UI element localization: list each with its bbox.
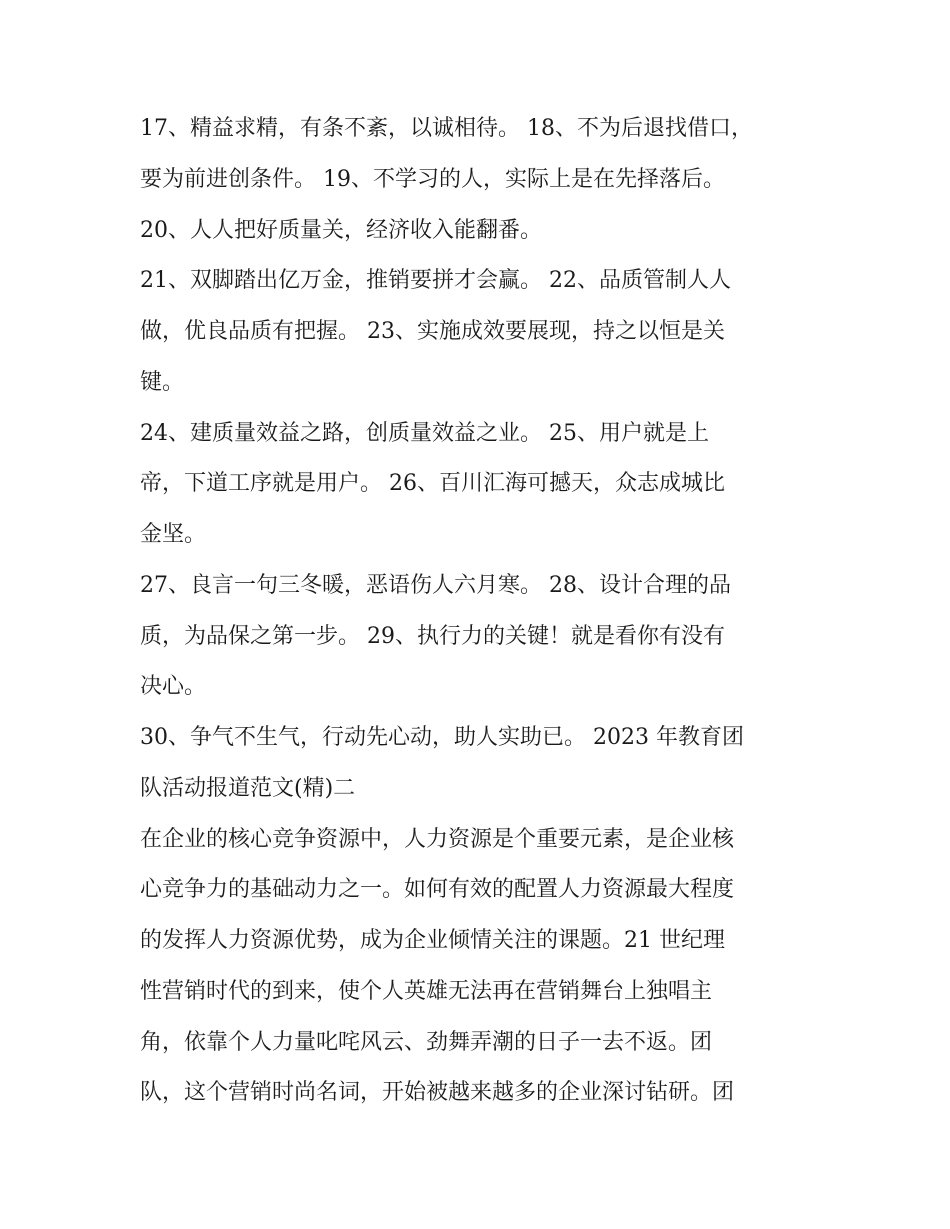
text-line: 在企业的核心竞争资源中，人力资源是个重要元素，是企业核 <box>140 827 735 852</box>
text-line: 决心。 <box>140 674 207 699</box>
text-line: 金坚。 <box>140 522 207 547</box>
text-line: 质，为品保之第一步。 29、执行力的关键！就是看你有没有 <box>140 624 725 649</box>
text-line: 要为前进创条件。 19、不学习的人，实际上是在先择落后。 <box>140 167 725 192</box>
text-line: 帝，下道工序就是用户。 26、百川汇海可撼天，众志成城比 <box>140 471 725 496</box>
text-line: 20、人人把好质量关，经济收入能翻番。 <box>140 218 542 243</box>
text-line: 性营销时代的到来，使个人英雄无法再在营销舞台上独唱主 <box>140 979 713 1004</box>
text-line: 队，这个营销时尚名词，开始被越来越多的企业深讨钻研。团 <box>140 1080 735 1105</box>
text-line: 30、争气不生气，行动先心动，助人实助已。 2023 年教育团 <box>140 725 744 750</box>
text-line: 24、建质量效益之路，创质量效益之业。 25、用户就是上 <box>140 421 709 446</box>
text-line: 21、双脚踏出亿万金，推销要拼才会赢。 22、品质管制人人 <box>140 268 731 293</box>
text-line: 角，依靠个人力量叱咤风云、劲舞弄潮的日子一去不返。团 <box>140 1030 713 1055</box>
text-line: 的发挥人力资源优势，成为企业倾情关注的课题。21 世纪理 <box>140 928 725 953</box>
text-line: 心竞争力的基础动力之一。如何有效的配置人力资源最大程度 <box>140 877 735 902</box>
text-line: 键。 <box>140 370 185 395</box>
text-line: 27、良言一句三冬暖，恶语伤人六月寒。 28、设计合理的品 <box>140 573 731 598</box>
text-line: 17、精益求精，有条不紊，以诚相待。 18、不为后退找借口， <box>140 116 753 141</box>
text-line: 做，优良品质有把握。 23、实施成效要展现，持之以恒是关 <box>140 319 725 344</box>
text-line: 队活动报道范文(精)二 <box>140 776 356 801</box>
